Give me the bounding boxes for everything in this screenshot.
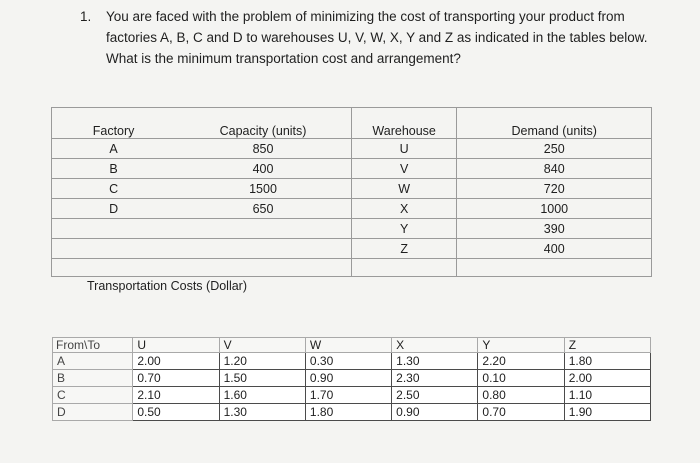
empty-cell [351, 259, 457, 277]
supply-demand-header-row [52, 108, 652, 139]
warehouse-cell: Z [351, 239, 457, 259]
capacity-cell: 400 [175, 159, 351, 179]
row-label: A [53, 353, 133, 370]
demand-cell: 400 [457, 239, 652, 259]
supply-demand-row [52, 139, 652, 159]
warehouse-cell: V [351, 159, 457, 179]
cost-cell: 2.50 [392, 387, 478, 404]
cost-cell: 1.70 [305, 387, 391, 404]
cost-cell: 1.10 [564, 387, 650, 404]
capacity-cell: 1500 [175, 179, 351, 199]
warehouse-cell: X [351, 199, 457, 219]
supply-demand-blank-row [52, 259, 652, 277]
warehouse-cell: U [351, 139, 457, 159]
factory-cell: C [52, 179, 176, 199]
capacity-cell [175, 219, 351, 239]
cost-cell: 2.00 [564, 370, 650, 387]
empty-cell [175, 259, 351, 277]
demand-cell: 250 [457, 139, 652, 159]
demand-cell: 720 [457, 179, 652, 199]
cost-cell: 2.30 [392, 370, 478, 387]
supply-demand-table [51, 107, 652, 277]
factory-header: Factory [52, 108, 176, 139]
column-header-z: Z [564, 338, 650, 353]
capacity-cell: 650 [175, 199, 351, 219]
demand-cell: 390 [457, 219, 652, 239]
demand-cell: 840 [457, 159, 652, 179]
cost-cell: 1.80 [564, 353, 650, 370]
factory-cell: A [52, 139, 176, 159]
from-to-header: From\To [53, 338, 133, 353]
cost-cell: 0.90 [305, 370, 391, 387]
question-number: 1. [80, 9, 92, 24]
supply-demand-row [52, 199, 652, 219]
capacity-cell: 850 [175, 139, 351, 159]
question-line-2: factories A, B, C and D to warehouses U, V, W, X, Y and Z as indicated in the tables below. [106, 30, 648, 45]
cost-row-d [53, 404, 651, 421]
question-text [80, 6, 660, 69]
factory-cell [52, 219, 176, 239]
demand-header: Demand (units) [457, 108, 652, 139]
cost-cell: 1.60 [219, 387, 305, 404]
cost-cell: 1.80 [305, 404, 391, 421]
capacity-cell [175, 239, 351, 259]
transportation-cost-table [52, 337, 651, 421]
supply-demand-row [52, 219, 652, 239]
cost-cell: 1.20 [219, 353, 305, 370]
question-line-3: What is the minimum transportation cost and arrangement? [106, 51, 461, 66]
cost-cell: 0.50 [133, 404, 219, 421]
row-label: D [53, 404, 133, 421]
cost-cell: 0.80 [478, 387, 564, 404]
cost-cell: 0.70 [133, 370, 219, 387]
question-line-1: You are faced with the problem of minimizing the cost of transporting your product from [106, 9, 625, 24]
column-header-u: U [133, 338, 219, 353]
cost-row-c [53, 387, 651, 404]
column-header-v: V [219, 338, 305, 353]
capacity-header: Capacity (units) [175, 108, 351, 139]
cost-cell: 0.90 [392, 404, 478, 421]
empty-cell [457, 259, 652, 277]
cost-cell: 1.30 [392, 353, 478, 370]
costs-title: Transportation Costs (Dollar) [87, 279, 248, 293]
cost-cell: 0.70 [478, 404, 564, 421]
cost-header-row [53, 338, 651, 353]
warehouse-header: Warehouse [351, 108, 457, 139]
row-label: B [53, 370, 133, 387]
cost-row-b [53, 370, 651, 387]
cost-cell: 2.20 [478, 353, 564, 370]
cost-cell: 0.30 [305, 353, 391, 370]
column-header-w: W [305, 338, 391, 353]
warehouse-cell: Y [351, 219, 457, 239]
column-header-y: Y [478, 338, 564, 353]
supply-demand-row [52, 239, 652, 259]
empty-cell [52, 259, 176, 277]
cost-row-a [53, 353, 651, 370]
cost-cell: 0.10 [478, 370, 564, 387]
row-label: C [53, 387, 133, 404]
supply-demand-row [52, 179, 652, 199]
cost-cell: 1.30 [219, 404, 305, 421]
supply-demand-row [52, 159, 652, 179]
cost-cell: 2.00 [133, 353, 219, 370]
column-header-x: X [392, 338, 478, 353]
demand-cell: 1000 [457, 199, 652, 219]
cost-cell: 2.10 [133, 387, 219, 404]
factory-cell: B [52, 159, 176, 179]
cost-cell: 1.50 [219, 370, 305, 387]
factory-cell [52, 239, 176, 259]
factory-cell: D [52, 199, 176, 219]
warehouse-cell: W [351, 179, 457, 199]
cost-cell: 1.90 [564, 404, 650, 421]
